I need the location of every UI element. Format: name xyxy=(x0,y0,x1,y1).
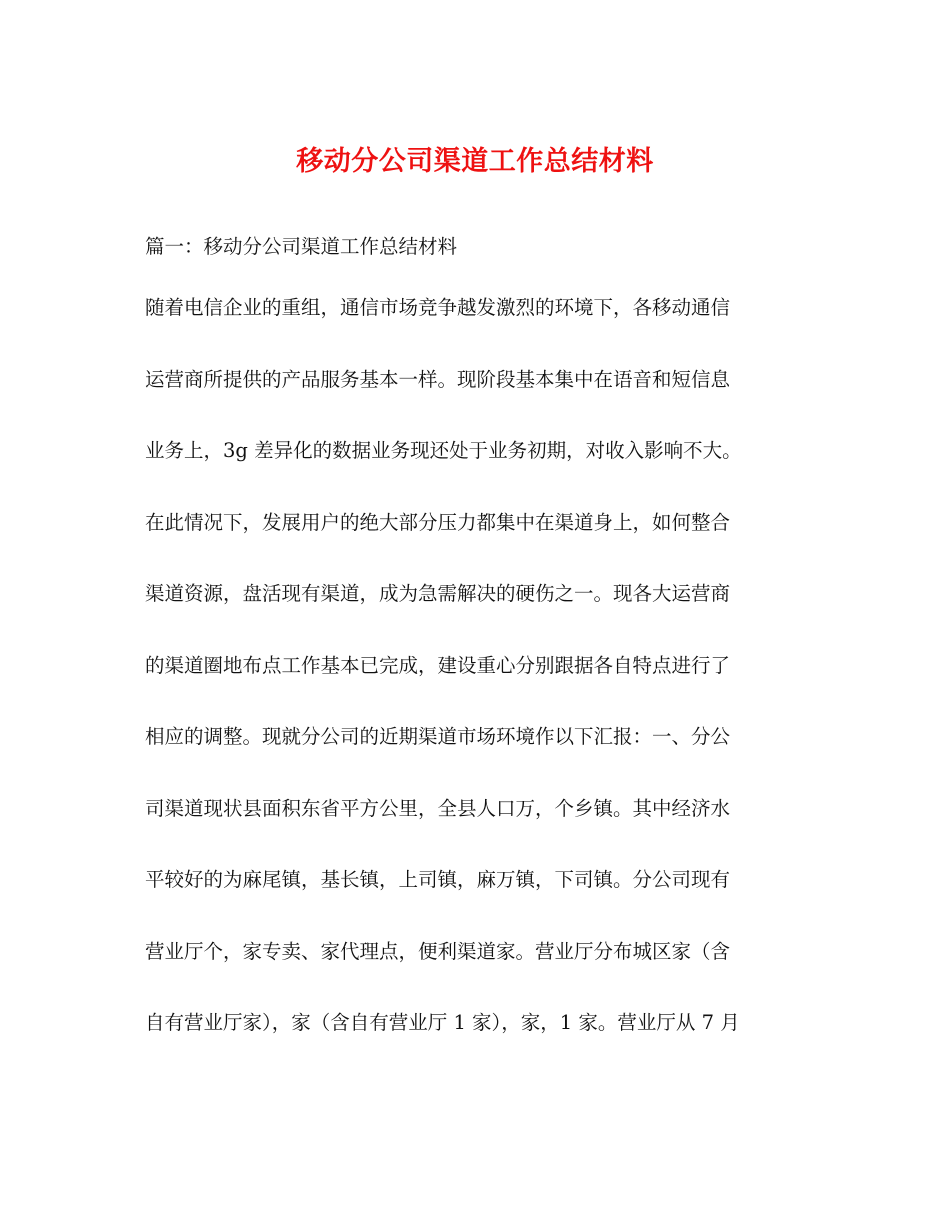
body-line: 渠道资源，盘活现有渠道，成为急需解决的硬伤之一。现各大运营商 xyxy=(145,582,731,605)
body-line: 的渠道圈地布点工作基本已完成，建设重心分别跟据各自特点进行了 xyxy=(145,653,731,677)
body-line: 随着电信企业的重组，通信市场竞争越发激烈的环境下，各移动通信 xyxy=(145,296,731,319)
body-text xyxy=(145,291,815,1078)
document-title: 移动分公司渠道工作总结材料 xyxy=(296,146,654,177)
body-line: 平较好的为麻尾镇，基长镇，上司镇，麻万镇，下司镇。分公司现有 xyxy=(145,868,731,891)
body-line: 司渠道现状县面积东省平方公里，全县人口万，个乡镇。其中经济水 xyxy=(145,796,731,820)
body-line: 业务上，3g 差异化的数据业务现还处于业务初期，对收入影响不大。 xyxy=(145,439,742,462)
body-line: 相应的调整。现就分公司的近期渠道市场环境作以下汇报：一、分公 xyxy=(145,725,731,748)
body-line: 在此情况下，发展用户的绝大部分压力都集中在渠道身上，如何整合 xyxy=(145,510,731,534)
section-heading: 篇一：移动分公司渠道工作总结材料 xyxy=(145,235,458,258)
body-line: 自有营业厅家），家（含自有营业厅 1 家），家，1 家。营业厅从 7 月 xyxy=(145,1011,740,1034)
body-line: 营业厅个，家专卖、家代理点，便利渠道家。营业厅分布城区家（含 xyxy=(145,939,731,963)
body-line: 运营商所提供的产品服务基本一样。现阶段基本集中在语音和短信息 xyxy=(145,367,731,391)
